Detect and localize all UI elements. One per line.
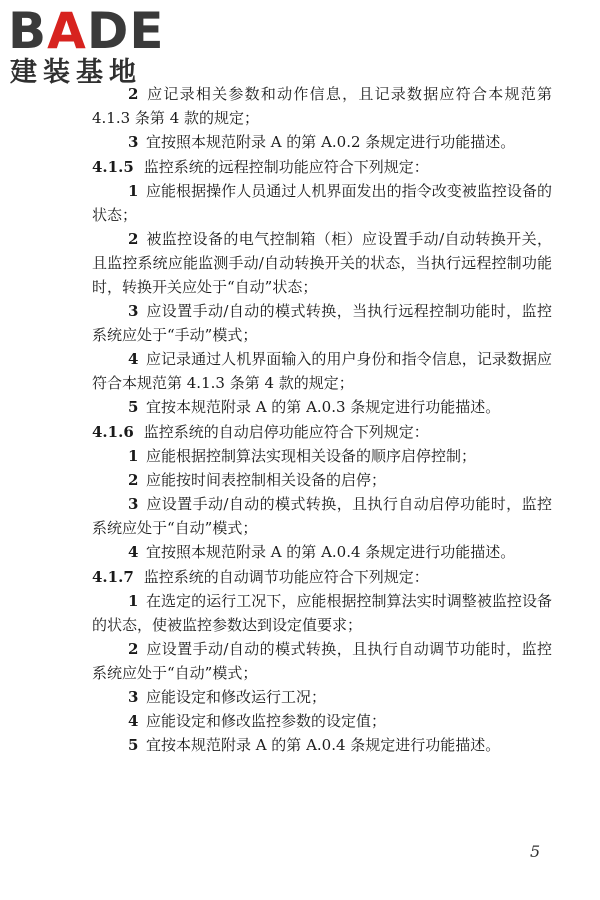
clause-text: 宜按本规范附录 A 的第 A.0.3 条规定进行功能描述。 [138,398,501,416]
item-number: 3 [128,688,139,706]
clause-item [92,468,552,492]
clause-text: 宜按本规范附录 A 的第 A.0.4 条规定进行功能描述。 [138,736,501,754]
logo-wordmark: BADE [8,2,165,60]
clause-item [92,733,552,757]
clause-text: 监控系统的自动调节功能应符合下列规定： [143,568,429,586]
clause-item [92,347,552,395]
item-number: 4 [128,543,139,561]
clause-text: 应能根据控制算法实现相关设备的顺序启停控制； [138,447,476,465]
clause-item [92,130,552,154]
clause-item [92,227,552,299]
item-number: 2 [128,640,139,658]
item-number: 3 [128,302,139,320]
item-number: 2 [128,230,139,248]
document-body [92,82,552,757]
logo [8,4,178,94]
clause-text: 被监控设备的电气控制箱（柜）应设置手动/自动转换开关，且监控系统应能监测手动/自动转换开关的状态，当执行远程控制功能时，转换开关应处于“自动”状态； [92,230,552,296]
clause-text: 应能按时间表控制相关设备的启停； [138,471,386,489]
clause-number: 4.1.6 [92,423,134,441]
clause-text: 监控系统的远程控制功能应符合下列规定： [143,158,429,176]
clause-text: 应能根据操作人员通过人机界面发出的指令改变被监控设备的状态； [92,182,552,224]
clause-text: 应设置手动/自动的模式转换，且执行自动启停功能时，监控系统应处于“自动”模式； [92,495,552,537]
clause-item [92,709,552,733]
clause-text: 宜按照本规范附录 A 的第 A.0.2 条规定进行功能描述。 [138,133,516,151]
item-number: 2 [128,471,139,489]
item-number: 3 [128,133,139,151]
clause-item [92,444,552,468]
clause-heading [92,155,552,179]
item-number: 5 [128,398,139,416]
clause-heading [92,420,552,444]
clause-text: 应记录通过人机界面输入的用户身份和指令信息，记录数据应符合本规范第 4.1.3 条第 4 款的规定； [92,350,552,392]
item-number: 3 [128,495,139,513]
clause-number: 4.1.7 [92,568,134,586]
clause-item [92,299,552,347]
clause-text: 宜按照本规范附录 A 的第 A.0.4 条规定进行功能描述。 [138,543,516,561]
item-number: 1 [128,182,139,200]
clause-item [92,395,552,419]
clause-item [92,540,552,564]
clause-text: 应设置手动/自动的模式转换，且执行自动调节功能时，监控系统应处于“自动”模式； [92,640,552,682]
clause-item [92,179,552,227]
page-number: 5 [530,842,541,861]
clause-heading [92,565,552,589]
clause-number: 4.1.5 [92,158,134,176]
clause-text: 应记录相关参数和动作信息，且记录数据应符合本规范第 4.1.3 条第 4 款的规定； [92,85,552,127]
item-number: 1 [128,447,139,465]
item-number: 4 [128,350,139,368]
clause-item [92,492,552,540]
clause-item [92,637,552,685]
clause-text: 应能设定和修改运行工况； [138,688,326,706]
clause-text: 在选定的运行工况下，应能根据控制算法实时调整被监控设备的状态，使被监控参数达到设定值要求； [92,592,552,634]
clause-item [92,589,552,637]
item-number: 4 [128,712,139,730]
clause-item [92,82,552,130]
item-number: 1 [128,592,139,610]
clause-text: 监控系统的自动启停功能应符合下列规定： [143,423,429,441]
clause-text: 应能设定和修改监控参数的设定值； [138,712,386,730]
clause-text: 应设置手动/自动的模式转换，当执行远程控制功能时，监控系统应处于“手动”模式； [92,302,552,344]
clause-item [92,685,552,709]
item-number: 5 [128,736,139,754]
item-number: 2 [128,85,139,103]
logo-subtitle: 建装基地 [10,57,142,88]
